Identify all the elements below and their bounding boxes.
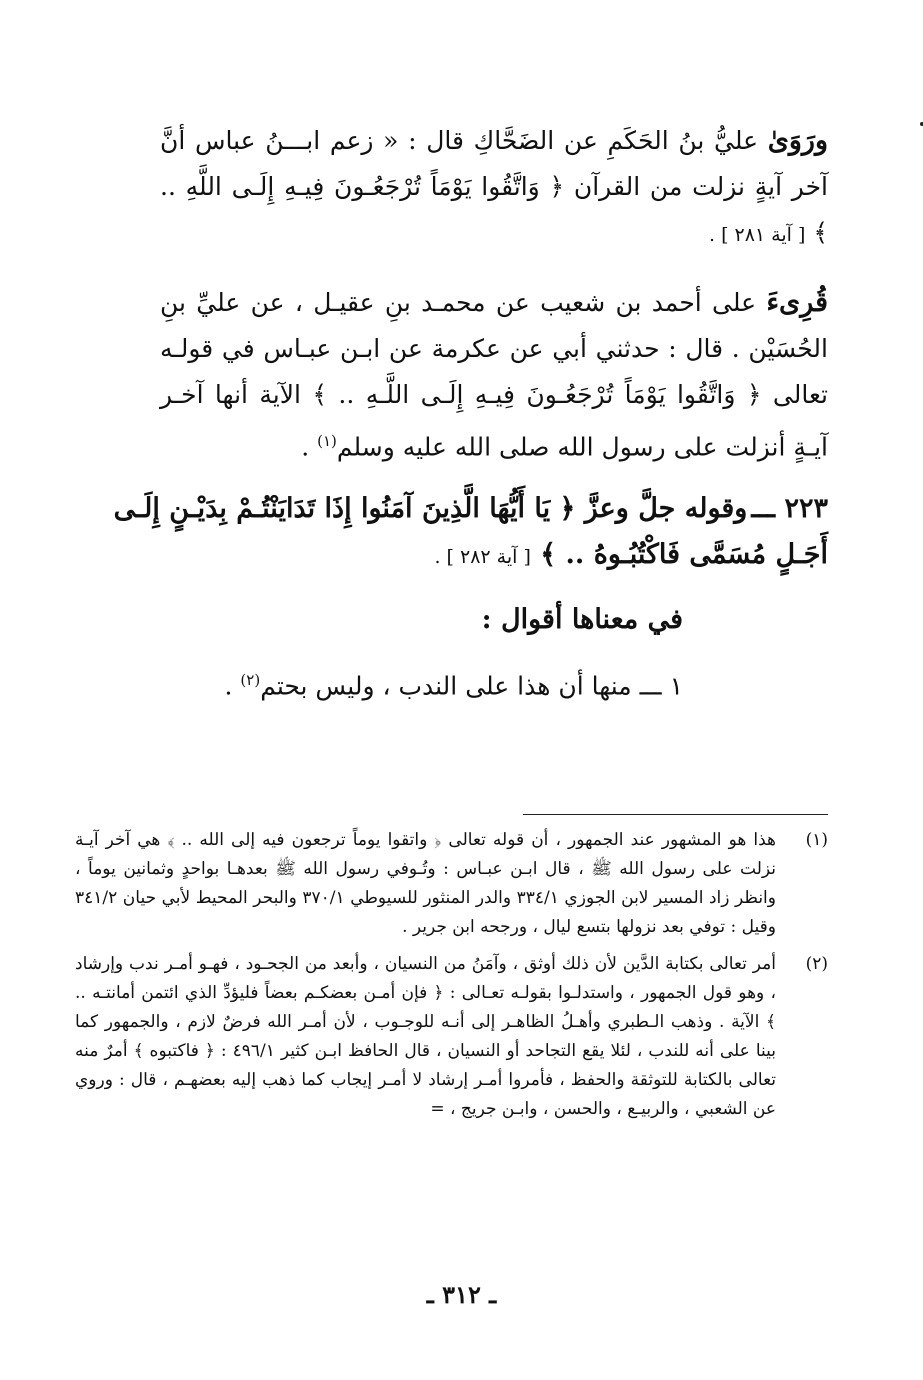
paragraph-1 (160, 118, 828, 258)
entry-verse: وقوله جلَّ وعزَّ ﴿ يَا أَيُّهَا الَّذِينَ آمَنُوا إِذَا تَدَايَنْتُـمْ بِدَيْـنٍ إِلَـى أَجَـلٍ مُسَمَّى فَاكْتُبُـوهُ .. ﴾ (113, 493, 828, 570)
paragraph-2-end: . (301, 432, 318, 462)
paragraph-1-verse-ref: [ آية ٢٨١ ] . (708, 224, 806, 246)
paragraph-1-lead: ورَوَىٰ (767, 125, 828, 156)
entry-verse-ref: [ آية ٢٨٢ ] . (434, 546, 531, 568)
footnote-ref-1[interactable]: (١) (317, 432, 337, 450)
footnote-1-text: هذا هو المشهور عند الجمهور ، أن قوله تعالى ﴿ واتقوا يوماً ترجعون فيه إلى الله .. ﴾ هي آخر آيـة نزلت على رسول الله ﷺ ، قال ابـن عبـاس : وتُـوفي رسول الله ﷺ بعدهـا بواحدٍ وثمانين يوماً ، وانظر زاد المسير لابن الجوزي ٣٣٤/١ والدر المنثور للسيوطي ٣٧٠/١ والبحر المحيط لأبي حيان ٣٤١/٢ وقيل : توفي بعد نزولها بتسع ليال ، ورجحه ابن جرير . (75, 830, 776, 937)
footnote-ref-2[interactable]: (٢) (240, 671, 261, 689)
footnotes (75, 826, 828, 1130)
footnote-2-number: (٢) (805, 954, 828, 974)
paragraph-2 (160, 280, 828, 470)
list-item-1 (160, 660, 683, 706)
footnote-2 (75, 950, 828, 1124)
paragraph-2-text: على أحمد بن شعيب عن محمـد بنِ عقيـل ، عن عليِّ بنِ الحُسَيْن . قال : حدثني أبي عن عكرمة عن ابـن عبـاس في قولـه تعالى ﴿ وَاتَّقُوا يَوْمَاً تُرْجَعُـونَ فِيـهِ إِلَـى اللَّـهِ .. ﴾ الآية أنها آخـر آيـةٍ أنزلت على رسول الله صلى الله عليه وسلم (160, 288, 828, 462)
entry-number: ٢٢٣ ـــ (751, 493, 828, 524)
list-item-1-text: ١ ـــ منها أن هذا على الندب ، وليس بحتم (260, 671, 683, 701)
footnote-1-number: (١) (805, 830, 828, 850)
footnote-2-text: أمر تعالى بكتابة الدَّين لأن ذلك أوثق ، وآمَنُ من النسيان ، وأبعد من الجحـود ، فهـو أمـر ندب وإرشاد ، وهو قول الجمهور ، واستدلـوا بقولـه تعـالى : ﴿ فإن أمـن بعضكـم بعضاً فليؤدِّ الذي ائتمن أمانتـه .. ﴾ الآية . وذهب الـطبري وأهـلُ الظاهـر إلى أنـه للوجـوب ، لأن أمـر الله فرضٌ لازم ، والجمهور كما بينا على أنه للندب ، لئلا يقع التجاحد أو النسيان ، قال الحافظ ابـن كثير ٤٩٦/١ : ﴿ فاكتبوه ﴾ أمرٌ منه تعالى بالكتابة للتوثقة والحفظ ، فأمروا أمـر إرشاد لا أمـر إيجاب كما ذهب إليه بعضهـم ، قال : وروي عن الشعبي ، والربيـع ، والحسن ، وابـن جريج ، = (75, 954, 776, 1119)
entry-223 (75, 486, 828, 580)
paragraph-1-text: عليُّ بنُ الحَكَمِ عن الضَحَّاكِ قال : « زعم ابـــنُ عباس أنَّ آخر آيةٍ نزلت من القرآن ﴿ وَاتَّقُوا يَوْمَاً تُرْجَعُـونَ فِيـهِ إِلَـى اللَّهِ .. ﴾ (160, 126, 828, 247)
footnote-1 (75, 826, 828, 942)
section-heading: في معناها أقوال : (481, 604, 683, 635)
page-number: ـ ٣١٢ ـ (426, 1280, 497, 1309)
list-item-1-end: . (224, 671, 241, 701)
paragraph-2-lead: قُرِىءَ (766, 287, 828, 318)
footnote-divider (523, 814, 828, 815)
